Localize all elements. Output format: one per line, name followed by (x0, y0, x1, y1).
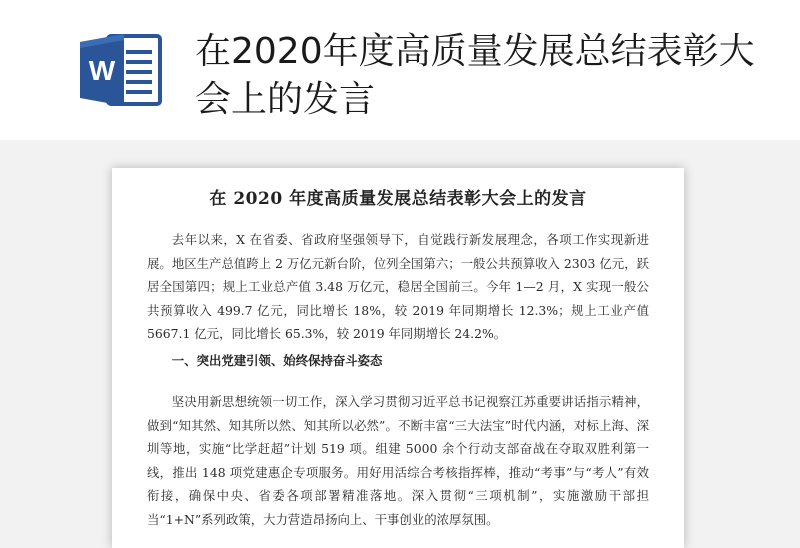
section-heading: 一、突出党建引领、始终保持奋斗姿态 (171, 353, 383, 368)
header-banner (0, 0, 800, 140)
document-paragraph: 坚决用新思想统领一切工作，深入学习贯彻习近平总书记视察江苏重要讲话指示精神，做到“知其然、知其所以然、知其所以必然”。不断丰富“三大法宝”时代内涵，对标上海、深圳等地，实施“比学赶超”计划 519 项。组建 5000 余个行动支部奋战在夺取双胜利第一线，推出 148 项党建惠企专项服务。用好用活综合考核指挥棒，推动“考事”与“考人”有效衔接，确保中央、省委各项部署精准落地。深入贯彻“三项机制”，实施激励干部担当“1+N”系列政策，大力营造昂扬向上、干事创业的浓厚氛围。 (147, 394, 649, 527)
document-page (112, 168, 684, 548)
page-title: 在2020年度高质量发展总结表彰大会上的发言 (195, 31, 755, 120)
document-title: 在 2020 年度高质量发展总结表彰大会上的发言 (209, 189, 587, 209)
document-paragraph: 去年以来，X 在省委、省政府坚强领导下，自觉践行新发展理念，各项工作实现新进展。地区生产总值跨上 2 万亿元新台阶，位列全国第六；一般公共预算收入 2303 亿元，跃居全国第四；规上工业总产值 3.48 万亿元，稳居全国前三。今年 1—2 月，X 实现一般公共预算收入 499.7 亿元，同比增长 18%，较 2019 年同期增长 12.3%；规上工业产值 5667.1 亿元，同比增长 65.3%，较 2019 年同期增长 24.2%。 (147, 232, 649, 341)
word-icon-letter: W (88, 55, 116, 86)
word-document-icon (78, 30, 168, 110)
